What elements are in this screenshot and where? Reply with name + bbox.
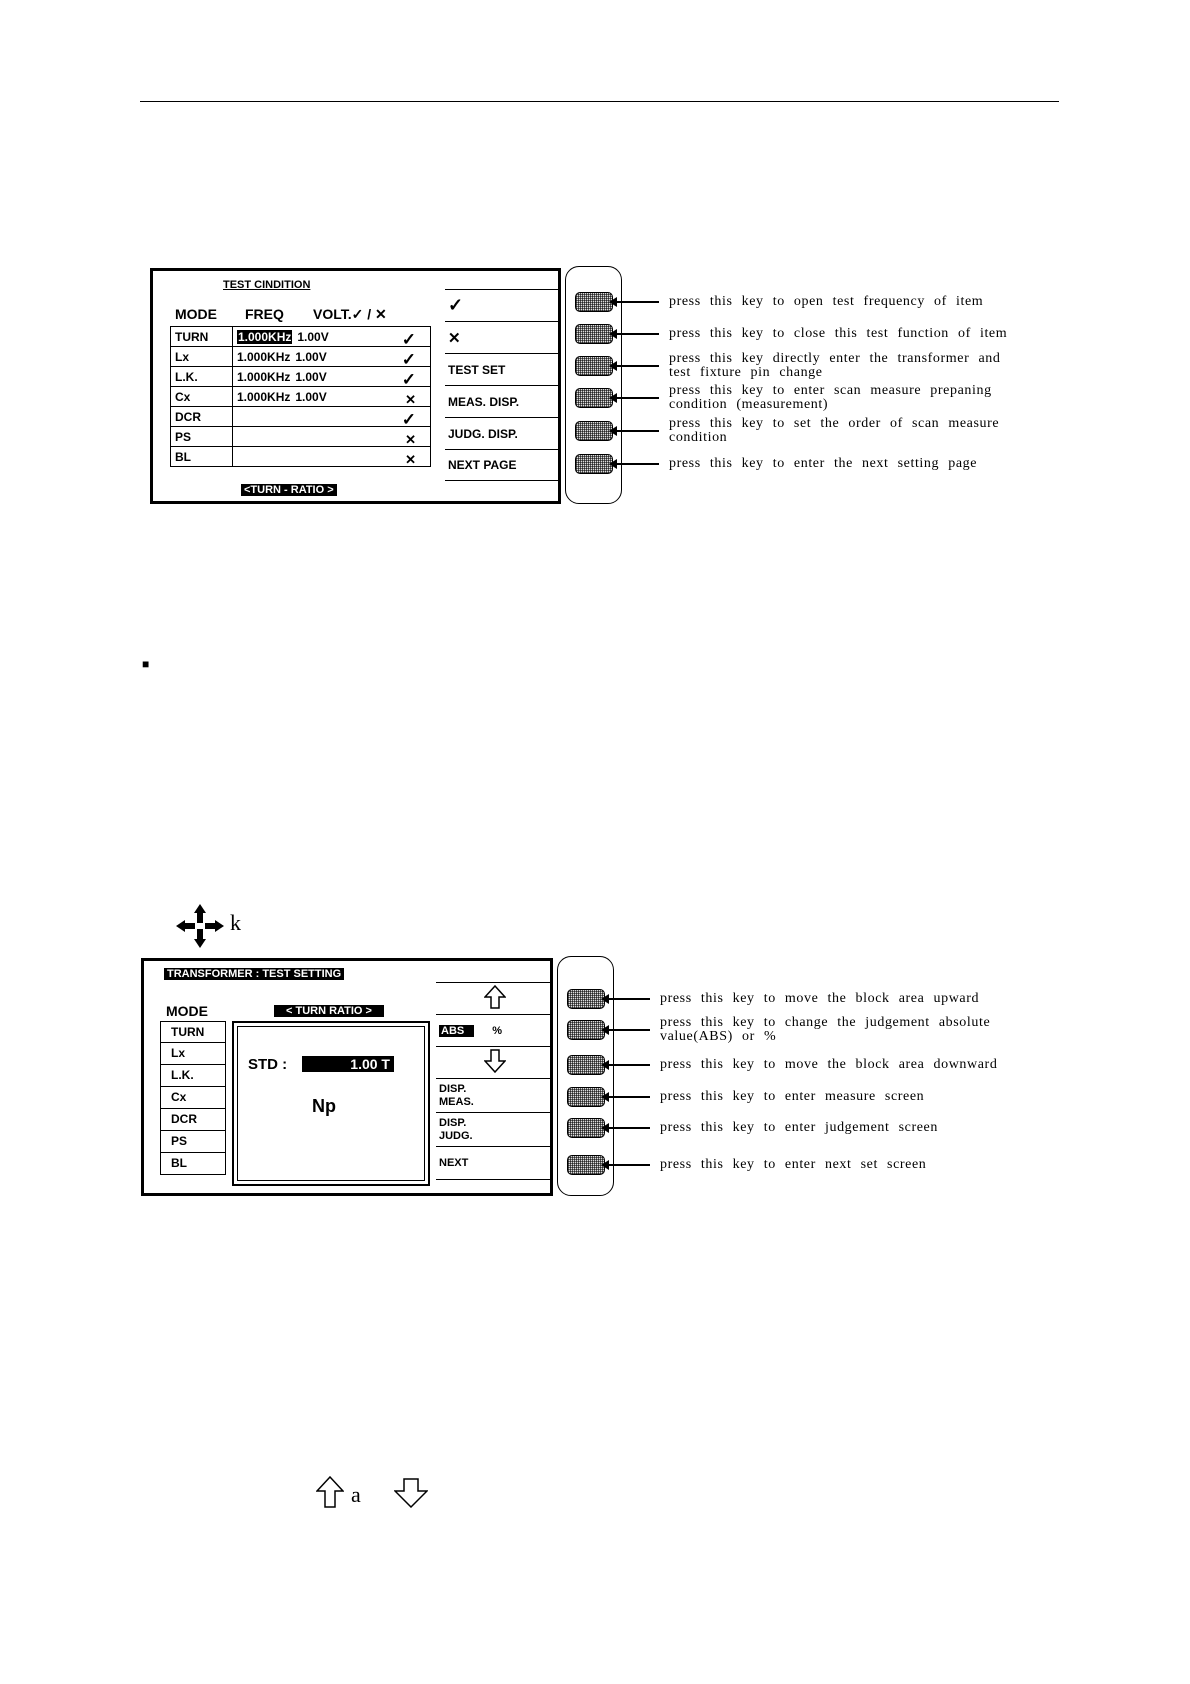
key-description xyxy=(669,457,977,471)
description-line: press this key to move the block area upward xyxy=(660,991,980,1006)
screen1-hardkey-1[interactable] xyxy=(575,292,613,312)
screen2-hardkey-4[interactable] xyxy=(567,1087,605,1107)
softkey-open[interactable] xyxy=(445,289,561,321)
mode-cell: Lx xyxy=(171,347,233,367)
screen2-hardkey-6[interactable] xyxy=(567,1155,605,1175)
description-line: value(ABS) or % xyxy=(660,1029,777,1044)
down-arrow-icon xyxy=(484,1049,506,1076)
freq-value[interactable]: 1.000KHz xyxy=(238,329,292,344)
mode-table xyxy=(170,326,431,467)
description-line: press this key to enter next set screen xyxy=(660,1157,927,1172)
pointer-arrow xyxy=(615,397,659,399)
pointer-arrow xyxy=(615,301,659,303)
screen2-hardkey-1[interactable] xyxy=(567,989,605,1009)
down-arrow-icon xyxy=(394,1478,428,1513)
np-label: Np xyxy=(312,1096,336,1116)
freq-volt-cell xyxy=(233,347,431,367)
softkey-disp-judg[interactable] xyxy=(436,1112,553,1146)
turn-ratio-label: <TURN - RATIO > xyxy=(241,484,337,496)
mode-cell: BL xyxy=(171,447,233,467)
pointer-arrow xyxy=(607,1164,650,1166)
cross-icon: ✕ xyxy=(405,391,416,407)
mode-item: TURN xyxy=(160,1021,226,1043)
key-description xyxy=(669,352,1000,380)
freq-value: 1.000KHz xyxy=(237,349,291,364)
description-line: press this key to open test frequency of item xyxy=(669,294,984,309)
volt-label: VOLT. xyxy=(313,306,352,322)
mode-item: DCR xyxy=(160,1109,226,1131)
disp-judg-line1: DISP. xyxy=(439,1116,467,1129)
arrowhead-icon xyxy=(601,1160,609,1170)
softkey-abs-percent[interactable] xyxy=(436,1014,553,1046)
key-description xyxy=(660,992,979,1006)
softkey-up[interactable] xyxy=(436,982,553,1014)
key-description xyxy=(669,327,1007,341)
screen2-title xyxy=(164,968,344,980)
table-row xyxy=(171,327,431,347)
softkey-next-page[interactable]: NEXT PAGE xyxy=(445,449,561,481)
mode-cell: TURN xyxy=(171,327,233,347)
freq-value: 1.000KHz xyxy=(237,389,291,404)
softkey-down[interactable] xyxy=(436,1046,553,1078)
key-description xyxy=(669,384,992,412)
pointer-arrow xyxy=(615,333,659,335)
check-icon: ✓ xyxy=(401,409,416,429)
arrowhead-icon xyxy=(609,329,617,339)
pointer-arrow xyxy=(607,1029,650,1031)
freq-volt-cell xyxy=(233,447,431,467)
header-rule xyxy=(140,101,1059,102)
column-header-freq: FREQ xyxy=(245,306,284,322)
mode-cell: DCR xyxy=(171,407,233,427)
key-description xyxy=(660,1158,926,1172)
mode-item: Lx xyxy=(160,1043,226,1065)
freq-volt-cell xyxy=(233,427,431,447)
screen2-hardkey-5[interactable] xyxy=(567,1118,605,1138)
table-row xyxy=(171,407,431,427)
mode-item: Cx xyxy=(160,1087,226,1109)
description-line: press this key to enter the next setting page xyxy=(669,456,978,471)
description-line: press this key directly enter the transformer and xyxy=(669,351,1001,366)
screen1-hardkey-6[interactable] xyxy=(575,454,613,474)
arrowhead-icon xyxy=(601,1060,609,1070)
mode-item: L.K. xyxy=(160,1065,226,1087)
softkey-next[interactable]: NEXT xyxy=(436,1146,553,1180)
freq-value: 1.000KHz xyxy=(237,369,291,384)
table-row xyxy=(171,427,431,447)
screen2-hardkey-3[interactable] xyxy=(567,1055,605,1075)
disp-meas-line1: DISP. xyxy=(439,1082,467,1095)
pointer-arrow xyxy=(607,1064,650,1066)
freq-volt-cell xyxy=(233,367,431,387)
arrowhead-icon xyxy=(609,361,617,371)
pointer-arrow xyxy=(615,430,659,432)
table-row xyxy=(171,447,431,467)
turn-ratio-tab-label: < TURN RATIO > xyxy=(274,1005,384,1017)
screen1-hardkey-2[interactable] xyxy=(575,324,613,344)
cross-icon: ✕ xyxy=(375,306,387,322)
mode-cell: Cx xyxy=(171,387,233,407)
softkey-judg-disp[interactable]: JUDG. DISP. xyxy=(445,417,561,449)
pointer-arrow xyxy=(615,365,659,367)
up-arrow-icon xyxy=(484,985,506,1012)
screen-title: TEST CINDITION xyxy=(223,279,311,291)
std-label: STD : xyxy=(248,1056,288,1073)
abs-option: ABS xyxy=(439,1025,474,1037)
arrowhead-icon xyxy=(609,393,617,403)
turn-ratio-footer xyxy=(241,484,337,496)
mode-label: MODE xyxy=(166,1003,208,1019)
mode-item: BL xyxy=(160,1153,226,1175)
check-icon: ✓ xyxy=(351,306,364,322)
softkey-test-set[interactable]: TEST SET xyxy=(445,353,561,385)
key-description xyxy=(660,1058,997,1072)
description-line: condition xyxy=(669,430,728,445)
test-setting-screen xyxy=(141,958,553,1196)
arrowhead-icon xyxy=(601,1025,609,1035)
volt-value: 1.00V xyxy=(295,389,327,404)
description-line: press this key to enter measure screen xyxy=(660,1089,925,1104)
arrowhead-icon xyxy=(601,1092,609,1102)
pointer-arrow xyxy=(607,1127,650,1129)
cross-icon: ✕ xyxy=(405,431,416,447)
key-description xyxy=(669,295,983,309)
key-description xyxy=(660,1121,938,1135)
pointer-arrow xyxy=(615,463,659,465)
screen2-title-label: TRANSFORMER : TEST SETTING xyxy=(164,968,344,980)
softkey-column-2 xyxy=(436,982,553,1181)
description-line: test fixture pin change xyxy=(669,365,823,380)
up-arrow-icon xyxy=(316,1476,344,1513)
disp-meas-line2: MEAS. xyxy=(439,1095,474,1108)
pointer-arrow xyxy=(607,998,650,1000)
description-line: press this key to set the order of scan measure xyxy=(669,416,1000,431)
freq-volt-cell xyxy=(233,407,431,427)
slash: / xyxy=(367,306,372,322)
four-way-arrow-icon xyxy=(176,904,224,948)
bullet: ■ xyxy=(142,657,150,671)
arrowhead-icon xyxy=(609,459,617,469)
volt-value: 1.00V xyxy=(297,329,329,344)
mode-cell: PS xyxy=(171,427,233,447)
screen2-hardkey-2[interactable] xyxy=(567,1020,605,1040)
description-line: press this key to change the judgement absolute xyxy=(660,1015,991,1030)
description-line: press this key to close this test function of item xyxy=(669,326,1008,341)
check-icon: ✓ xyxy=(401,349,416,369)
cross-icon: ✕ xyxy=(448,329,461,347)
softkey-column xyxy=(445,289,561,485)
cross-icon: ✕ xyxy=(405,451,416,467)
key-description xyxy=(660,1016,990,1044)
check-icon: ✓ xyxy=(401,329,416,349)
table-row xyxy=(171,387,431,407)
description-line: condition (measurement) xyxy=(669,397,829,412)
std-value[interactable]: 1.00 T xyxy=(302,1056,394,1072)
screen1-hardkey-4[interactable] xyxy=(575,388,613,408)
check-icon: ✓ xyxy=(401,369,416,389)
table-row xyxy=(171,347,431,367)
arrowhead-icon xyxy=(609,426,617,436)
test-condition-screen xyxy=(150,268,561,504)
key-description xyxy=(669,417,999,445)
pointer-arrow xyxy=(607,1096,650,1098)
mode-item: PS xyxy=(160,1131,226,1153)
bottom-letter: a xyxy=(351,1482,361,1507)
description-line: press this key to enter judgement screen xyxy=(660,1120,938,1135)
freq-volt-cell xyxy=(233,387,431,407)
volt-value: 1.00V xyxy=(295,369,327,384)
description-line: press this key to enter scan measure prepaning xyxy=(669,383,992,398)
table-row xyxy=(171,367,431,387)
description-line: press this key to move the block area downward xyxy=(660,1057,998,1072)
turn-ratio-tab xyxy=(274,1005,384,1017)
key-description xyxy=(660,1090,924,1104)
softkey-disp-meas[interactable] xyxy=(436,1078,553,1112)
arrowhead-icon xyxy=(609,297,617,307)
mode-list xyxy=(160,1021,226,1175)
value-panel xyxy=(232,1021,430,1186)
column-header-mode: MODE xyxy=(175,306,217,322)
nav-key-letter: k xyxy=(230,910,241,935)
check-icon: ✓ xyxy=(448,295,464,315)
percent-option: % xyxy=(492,1024,503,1037)
disp-judg-line2: JUDG. xyxy=(439,1129,473,1142)
column-header-volt xyxy=(313,306,387,323)
softkey-close[interactable] xyxy=(445,321,561,353)
screen1-hardkey-5[interactable] xyxy=(575,421,613,441)
volt-value: 1.00V xyxy=(295,349,327,364)
softkey-meas-disp[interactable]: MEAS. DISP. xyxy=(445,385,561,417)
arrowhead-icon xyxy=(601,994,609,1004)
screen1-hardkey-3[interactable] xyxy=(575,356,613,376)
arrowhead-icon xyxy=(601,1123,609,1133)
mode-cell: L.K. xyxy=(171,367,233,387)
freq-volt-cell xyxy=(233,327,431,347)
